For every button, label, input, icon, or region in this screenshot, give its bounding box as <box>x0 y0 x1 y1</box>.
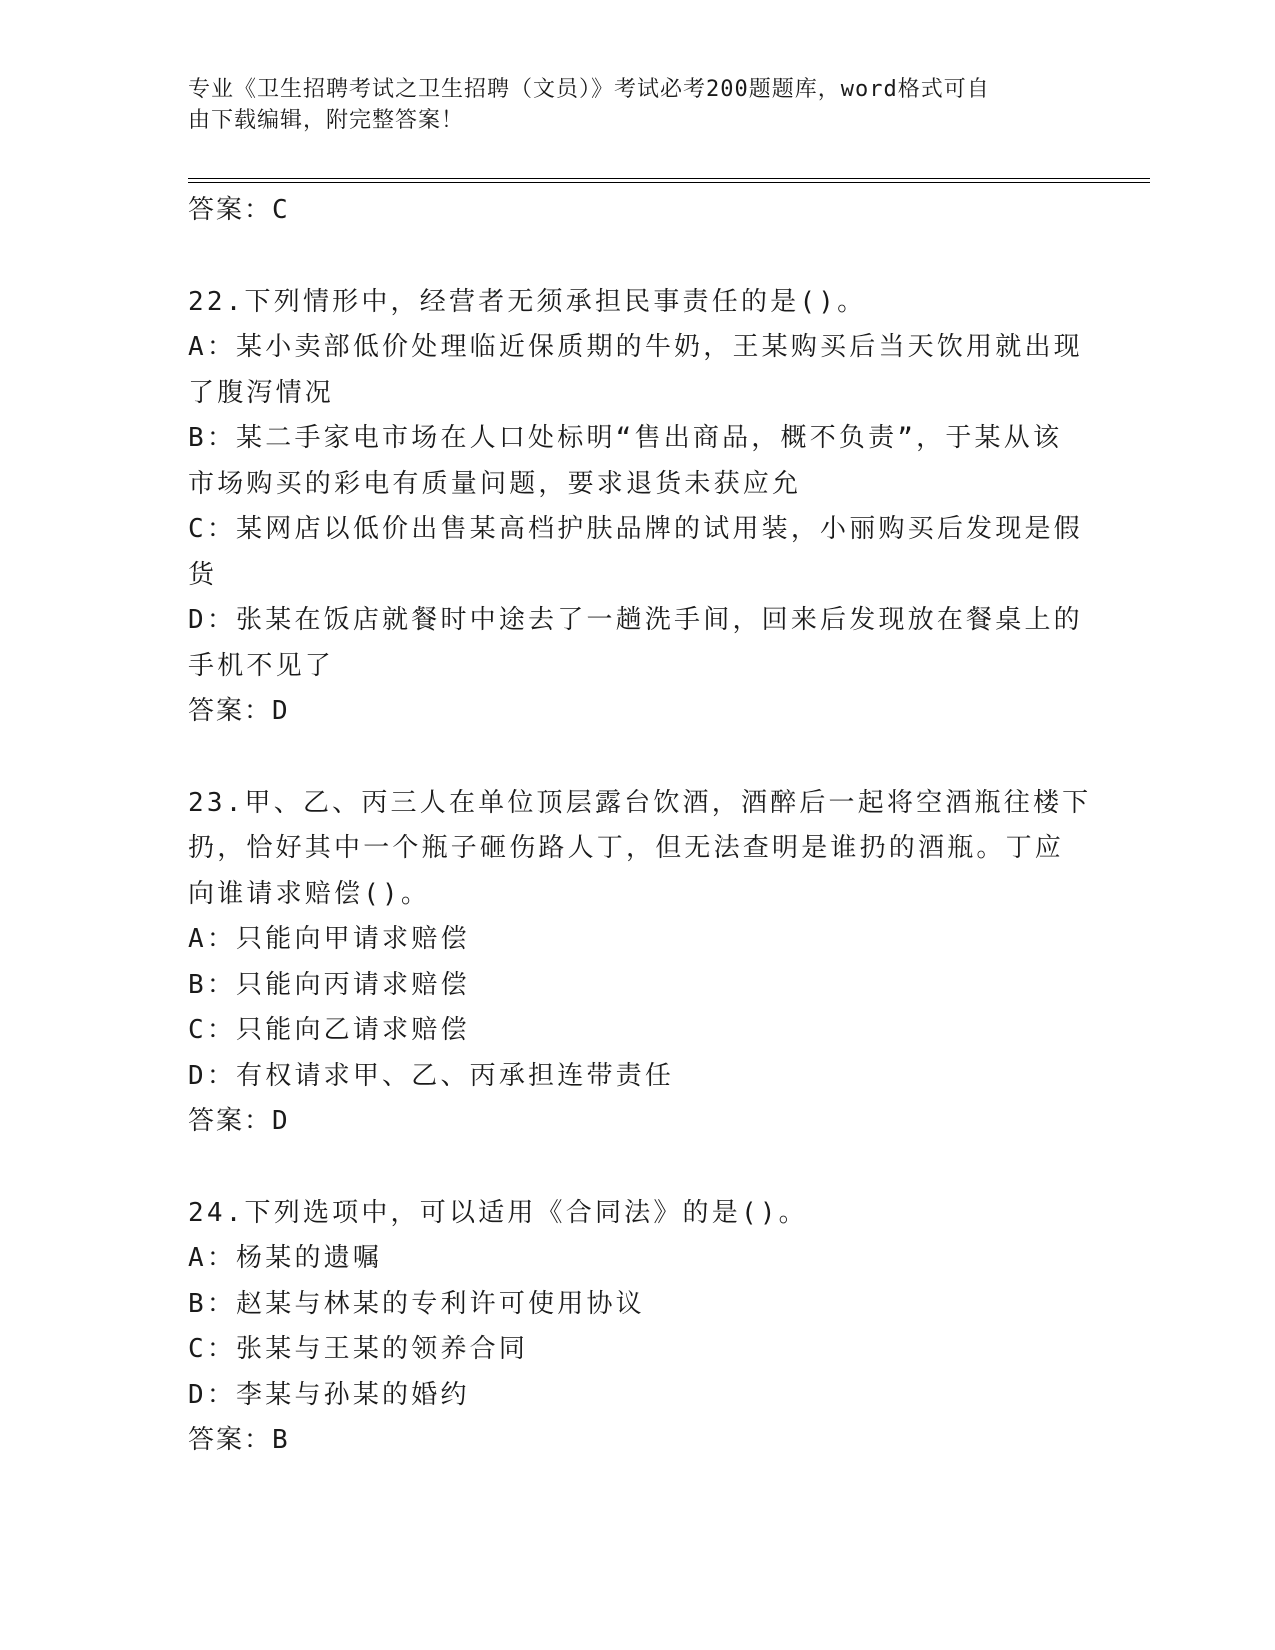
question-stem: 23.甲、乙、丙三人在单位顶层露台饮酒，酒醉后一起将空酒瓶往楼下 <box>188 787 1092 818</box>
question-stem: 22.下列情形中，经营者无须承担民事责任的是()。 <box>188 286 867 317</box>
option-c: C：某网店以低价出售某高档护肤品牌的试用装，小丽购买后发现是假 <box>188 514 1083 544</box>
header-line: 由下载编辑，附完整答案！ <box>188 108 465 133</box>
option-d-cont: 手机不见了 <box>188 650 335 681</box>
header-line: 专业《卫生招聘考试之卫生招聘（文员）》考试必考200题题库，word格式可自 <box>188 77 990 102</box>
header-divider <box>188 178 1150 183</box>
spacer <box>188 1145 1088 1191</box>
spacer <box>188 234 1088 280</box>
answer-line: 答案：B <box>188 1425 290 1455</box>
answer-line: 答案：D <box>188 696 290 726</box>
option-b-cont: 市场购买的彩电有质量问题，要求退货未获应允 <box>188 468 802 499</box>
option-b: B：只能向丙请求赔偿 <box>188 969 470 1000</box>
question-block <box>188 1191 1088 1464</box>
question-block <box>188 280 1088 735</box>
question-stem: 24.下列选项中，可以适用《合同法》的是()。 <box>188 1197 808 1228</box>
option-d: D：张某在饭店就餐时中途去了一趟洗手间，回来后发现放在餐桌上的 <box>188 605 1083 635</box>
spacer <box>188 735 1088 781</box>
answer-line: 答案：D <box>188 1106 290 1136</box>
option-b: B：某二手家电市场在人口处标明“售出商品，概不负责”，于某从该 <box>188 423 1063 453</box>
option-c-cont: 货 <box>188 559 218 590</box>
question-stem-cont: 扔，恰好其中一个瓶子砸伤路人丁，但无法查明是谁扔的酒瓶。丁应 <box>188 833 1065 863</box>
question-list <box>188 188 1092 1464</box>
document-header <box>188 74 1068 136</box>
option-c: C：张某与王某的领养合同 <box>188 1334 529 1364</box>
option-a-cont: 了腹泻情况 <box>188 377 335 408</box>
option-a: A：只能向甲请求赔偿 <box>188 924 470 954</box>
option-c: C：只能向乙请求赔偿 <box>188 1015 470 1045</box>
option-a: A：某小卖部低价处理临近保质期的牛奶，王某购买后当天饮用就出现 <box>188 332 1083 362</box>
option-b: B：赵某与林某的专利许可使用协议 <box>188 1288 645 1319</box>
option-d: D：有权请求甲、乙、丙承担连带责任 <box>188 1060 675 1091</box>
option-d: D：李某与孙某的婚约 <box>188 1379 470 1410</box>
question-block <box>188 781 1092 1145</box>
option-a: A：杨某的遗嘱 <box>188 1243 383 1273</box>
question-stem-cont: 向谁请求赔偿()。 <box>188 878 431 909</box>
answer-line: 答案：C <box>188 195 290 225</box>
